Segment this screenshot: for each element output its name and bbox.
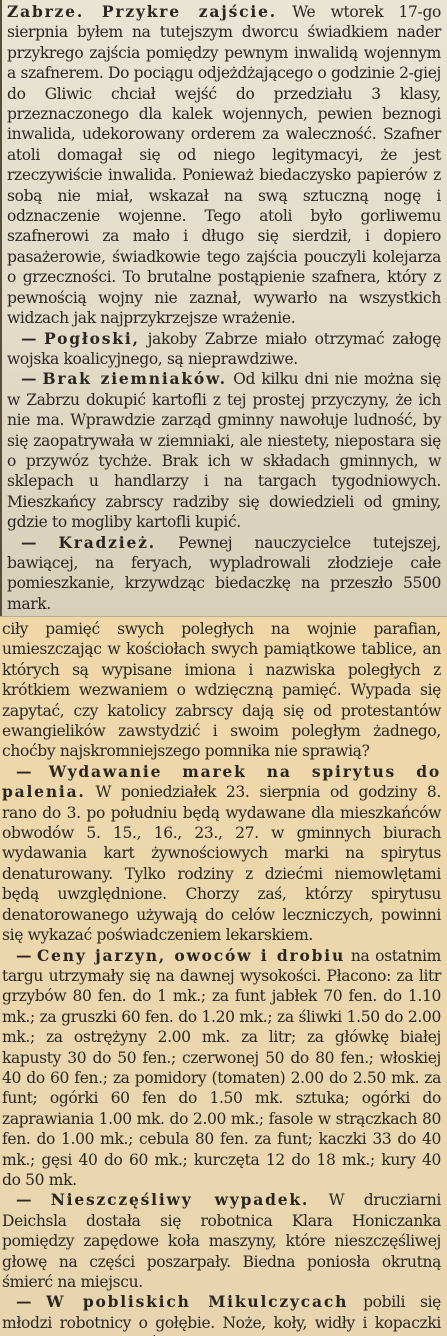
article-body: pobili się młodzi robotnicy o gołębie. Noże, koły, widły i kopaczki xyxy=(2,1293,441,1332)
article-dash: — xyxy=(16,945,32,965)
article-zabrze-incident xyxy=(7,2,441,329)
article-body: W drucziarni Deichsla dostała się robotnica Klara Honiczanka pomiędzy zapędowe koła maszyny, które nieszczęśliwej głowę na części poszarpały. Biedna poniosła okrutną śmierć na miejscu. xyxy=(2,1191,442,1291)
article-headline: Nieszczęśliwy wypadek. xyxy=(50,1190,310,1210)
top-newspaper-clipping xyxy=(0,0,447,617)
top-articles xyxy=(7,2,441,617)
article-body: We wtorek 17-go sierpnia byłem na tutejszym dworcu świadkiem nader przykrego zajścia pomiędzy pewnym inwalidą wojennym a szafnerem. Do pociągu odjeżdżającego o godzinie 2-giej do Gliwic chciał wejść do przedziału 3 klasy, przeznaczonego dla kalek wojennych, pewien beznogi inwalida, udekorowany orderem za waleczność. Szafner atoli domagał się od niego legitymacyi, że jest rzeczywiście inwalida. Ponieważ biedaczysko papierów z sobą nie miał, wskazał na swą sztuczną nogę i odznaczenie wojenne. Tego atoli było gorliwemu szafnerowi za mało i długo się sierdził, i dopiero pasażerowie, świadkowie tego zajścia pouczyli kolejarza o grzeczności. To brutalne postąpienie szafnera, który z pewnością wojny nie zaznał, wywarło na wszystkich widzach jak najprzykrzejsze wrażenie. xyxy=(7,3,442,328)
article-memorial-continued xyxy=(2,619,441,762)
column-rule xyxy=(0,0,2,616)
article-dash: — xyxy=(16,1190,32,1210)
article-dash: — xyxy=(21,328,37,348)
article-body: na ostatnim targu utrzymały się na dawnej wysokości. Płacono: za litr grzybów 80 fen. do 1 mk.; za funt jabłek 70 fen. do 1.10 mk.; za gruszki 60 fen. do 1.20 mk.; za śliwki 1.50 do 2.00 mk.; za ostrężyny 2.00 mk. za litr; za główkę białej kapusty 30 do 50 fen.; czerwonej 50 do 80 fen.; włoskiej 40 do 60 fen.; za pomidory (tomaten) 2.00 do 2.50 mk. za funt; ogórki 60 fen do 1.50 mk. sztuka; ogórki do zaprawiania 1.00 mk. do 2.00 mk.; fasole w strączkach 80 fen. do 1.00 mk.; cebula 80 fen. za funt; kaczki 33 do 40 mk.; gęsi 40 do 60 mk.; kurczęta 12 do 18 mk.; kury 40 do 50 mk. xyxy=(2,946,441,1189)
article-mikulczyce-fight xyxy=(2,1292,441,1336)
article-headline: Brak ziemniaków. xyxy=(42,369,227,389)
article-headline: Wydawanie marek na spirytus do palenia. xyxy=(2,761,441,802)
article-body: W poniedziałek 23. sierpnia od godziny 8. rano do 3. po południu będą wydawane dla mieszkańców obwodów 5. 15., 16., 23., 27. w gminnych biurach wydawania kart żywnościowych marki na spirytus denaturowany. Tylko rodziny z dziećmi niemowlętami będą uwzględnione. Chorzy zaś, którzy spirytusu denatorowanego używają do celów leczniczych, powinni się wykazać poświadczeniem lekarskiem. xyxy=(2,783,441,945)
article-headline: Kradzież. xyxy=(58,532,156,552)
article-dash: — xyxy=(21,369,37,389)
article-rumors xyxy=(7,329,441,370)
article-potato-shortage xyxy=(7,369,441,532)
article-market-prices xyxy=(2,946,441,1191)
article-headline: W pobliskich Mikulczycach xyxy=(46,1292,349,1312)
article-accident xyxy=(2,1190,441,1292)
article-body: jakoby Zabrze miało otrzymać załogę wojska koalicyjnego, są nieprawdziwe. xyxy=(7,329,442,368)
article-body: ciły pamięć swych poległych na wojnie parafian, umieszczając w kościołach swych pamiątkowe tablice, an których są wypisane imiona i nazwiska poległych z krótkiem wezwaniem o wdzięczną pamięć. Wypada się zapytać, czy katolicy zabrscy dają się od protestantów ewangielików zawstydzić i swoim poległym żadnego, choćby najskromniejszego pomnika nie sprawią? xyxy=(2,620,441,761)
bottom-articles xyxy=(2,619,441,1336)
article-dash: — xyxy=(21,532,37,552)
article-headline: Ceny jarzyn, owoców i drobiu xyxy=(36,945,346,965)
bottom-newspaper-clipping xyxy=(0,617,447,1336)
article-dash: — xyxy=(16,1292,32,1312)
article-body: Od kilku dni nie można się w Zabrzu dokupić kartofli z tej prostej przyczyny, że ich nie ma. Wprawdzie zarząd gminny nawołuje ludność, by się zaopatrywała w ziemniaki, ale niestety, niepostara się o przywóz tychże. Brak ich w składach gminnych, w sklepach u handlarzy i na targach tygodniowych. Mieszkańcy zabrscy radziby się dowiedzieli od gminy, gdzie to mogliby kartofli kupić. xyxy=(7,370,441,532)
article-theft xyxy=(7,533,441,615)
article-spirit-stamps xyxy=(2,762,441,946)
article-headline: Pogłoski, xyxy=(44,328,140,348)
article-dash: — xyxy=(16,761,32,781)
article-headline: Zabrze. Przykre zajście. xyxy=(7,2,277,21)
article-body: Pewnej nauczycielce tutejszej, bawiącej, na feryach, wypladrowali złodzieje całe pomieszkanie, krzywdząc biedaczkę na przeszło 5500 mark. xyxy=(7,533,442,613)
